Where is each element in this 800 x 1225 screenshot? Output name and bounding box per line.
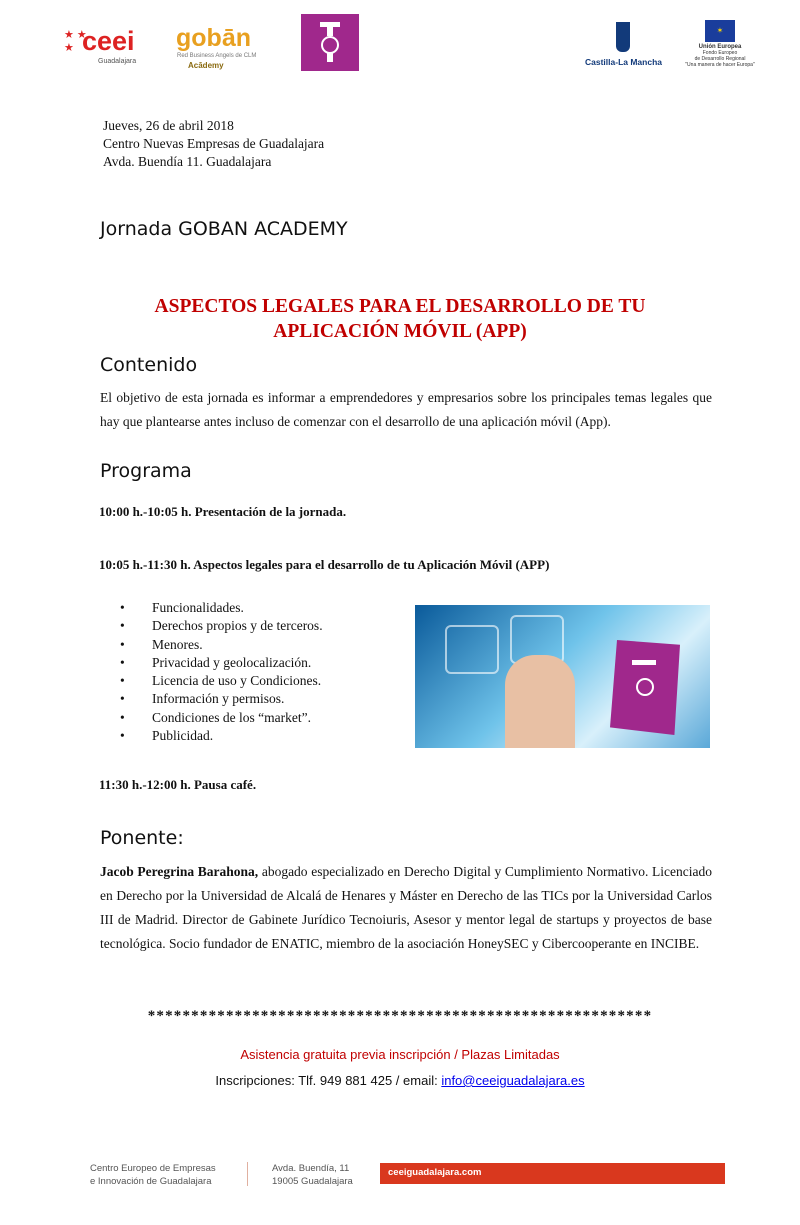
hand-icon: [505, 655, 575, 748]
footer-org: Centro Europeo de Empresas e Innovación de Guadalajara: [90, 1163, 216, 1187]
list-item: • Derechos propios y de terceros.: [120, 617, 323, 635]
eu-logo: ✶ Unión Europea Fondo Europeo de Desarrollo Regional "Una manera de hacer Europa": [684, 20, 756, 80]
ceei-logo: ★ ★ ★ ceei Guadalajara: [64, 26, 137, 65]
list-item: • Publicidad.: [120, 727, 323, 745]
goban-logo: gobān Red Business Angels de CLM Acādemy: [176, 24, 257, 70]
ponente-heading: Ponente:: [100, 827, 184, 849]
contenido-text: El objetivo de esta jornada es informar a emprendedores y empresarios sobre los principales temas legales que hay que plantearse antes incluso de comenzar con el desarrollo de una aplicación móvil (App).: [100, 390, 712, 429]
list-item: • Privacidad y geolocalización.: [120, 654, 323, 672]
program-item: 10:00 h.-10:05 h. Presentación de la jornada.: [99, 504, 347, 519]
date-line: Jueves, 26 de abril 2018: [103, 118, 234, 133]
list-item: • Licencia de uso y Condiciones.: [120, 672, 323, 690]
program-item: 10:05 h.-11:30 h. Aspectos legales para el desarrollo de tu Aplicación Móvil (APP): [99, 557, 550, 572]
eu-flag-icon: ✶: [705, 20, 735, 42]
email-link[interactable]: info@ceeiguadalajara.es: [441, 1073, 585, 1088]
registration-contact: Inscripciones: Tlf. 949 881 425 / email: info@ceeiguadalajara.es: [215, 1073, 585, 1088]
event-heading: Jornada GOBAN ACADEMY: [100, 218, 348, 240]
castilla-la-mancha-logo: Castilla-La Mancha: [585, 22, 661, 72]
speaker-name: Jacob Peregrina Barahona,: [100, 864, 259, 879]
address-line: Avda. Buendía 11. Guadalajara: [103, 154, 272, 169]
separator: **********************************************************: [147, 1008, 653, 1024]
topic-list: [120, 599, 323, 745]
event-title: ASPECTOS LEGALES PARA EL DESARROLLO DE TU APLICACIÓN MÓVIL (APP): [154, 296, 646, 342]
contenido-heading: Contenido: [100, 354, 198, 376]
registration-notice: Asistencia gratuita previa inscripción / Plazas Limitadas: [240, 1047, 560, 1062]
t-app-logo: [301, 14, 359, 71]
footer-website-bar: [380, 1163, 725, 1184]
list-item: • Condiciones de los “market”.: [120, 709, 323, 727]
star-icon: ★ ★ ★: [64, 29, 87, 54]
footer-divider: [247, 1162, 248, 1186]
app-illustration: [415, 605, 710, 748]
footer-address: Avda. Buendía, 11 19005 Guadalajara: [272, 1163, 353, 1187]
website-link[interactable]: ceeiguadalajara.com: [388, 1167, 482, 1178]
venue-line: Centro Nuevas Empresas de Guadalajara: [103, 136, 325, 151]
program-item: 11:30 h.-12:00 h. Pausa café.: [99, 777, 257, 792]
list-item: • Menores.: [120, 636, 323, 654]
shopping-bag-icon: [610, 640, 680, 735]
list-item: • Funcionalidades.: [120, 599, 323, 617]
programa-heading: Programa: [100, 460, 192, 482]
ponente-bio: Jacob Peregrina Barahona, abogado especializado en Derecho Digital y Cumplimiento Normativo. Licenciado en Derecho por la Universidad de Alcalá de Henares y Máster en Derecho de las TICs por la Universidad Carlos III de Madrid. Director de Gabinete Jurídico Tecnoiuris, Asesor y mentor legal de startups y proyectos de base tecnológica. Socio fundador de ENATIC, miembro de la asociación HoneySEC y Cibercooperante en INCIBE.: [100, 864, 712, 951]
list-item: • Información y permisos.: [120, 690, 323, 708]
